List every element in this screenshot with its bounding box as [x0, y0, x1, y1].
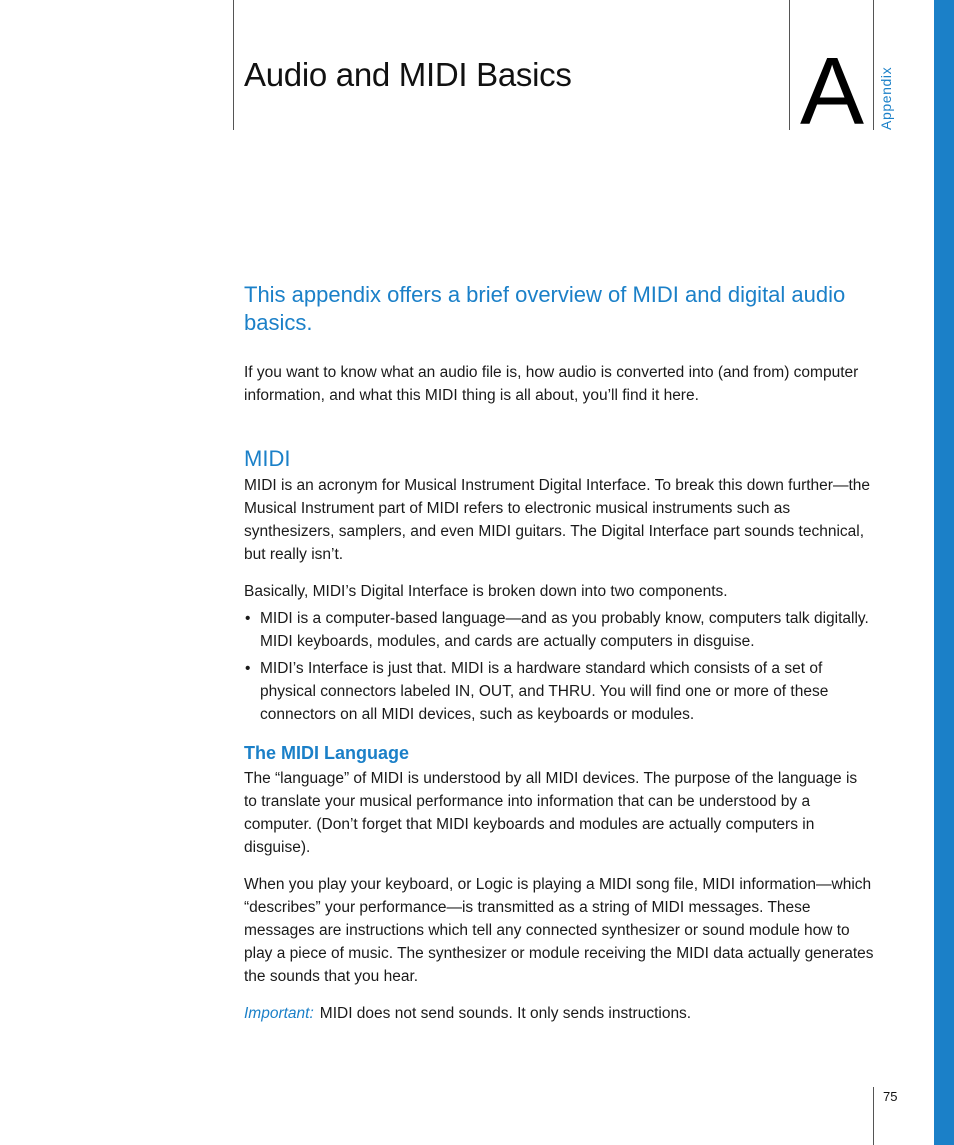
list-item	[244, 657, 874, 726]
appendix-label: Appendix	[878, 66, 894, 130]
language-paragraph-2: When you play your keyboard, or Logic is playing a MIDI song file, MIDI information—which “describes” your performance—is transmitted as a string of MIDI messages. These messages are instructions which tell any connected synthesizer or sound module how to play a piece of music. The synthesizer or module receiving the MIDI data actually generates the sounds that you hear.	[244, 876, 874, 985]
bullet-text: MIDI is a computer-based language—and as you probably know, computers talk digitally. MIDI keyboards, modules, and cards are actually computers in disguise.	[260, 610, 869, 650]
important-paragraph	[244, 1002, 874, 1025]
important-label: Important:	[244, 1005, 314, 1022]
chapter-letter: A	[800, 38, 865, 145]
bullet-dot: •	[245, 610, 251, 627]
bullet-dot: •	[245, 660, 251, 677]
footer-rule	[873, 1087, 874, 1145]
letter-rule-left	[789, 0, 790, 130]
important-note	[244, 1002, 874, 1025]
language-paragraph-1: The “language” of MIDI is understood by all MIDI devices. The purpose of the language is to translate your musical performance into information that can be understood by a computer. (Don’t forget that MIDI keyboards and modules are actually computers in disguise).	[244, 770, 858, 856]
chapter-title: Audio and MIDI Basics	[244, 56, 572, 93]
intro-heading: This appendix offers a brief overview of MIDI and digital audio basics.	[244, 282, 846, 335]
left-rule	[233, 0, 234, 130]
midi-language-heading: The MIDI Language	[244, 743, 410, 763]
midi-paragraph-2: Basically, MIDI’s Digital Interface is broken down into two components.	[244, 583, 728, 600]
list-item	[244, 607, 874, 653]
midi-heading: MIDI	[244, 446, 291, 471]
intro-block	[244, 361, 874, 407]
page-number: 75	[883, 1089, 898, 1104]
midi-bullet-list	[244, 607, 874, 726]
intro-paragraph: If you want to know what an audio file is, how audio is converted into (and from) computer information, and what this MIDI thing is all about, you’ll find it here.	[244, 364, 859, 404]
bullet-text: MIDI’s Interface is just that. MIDI is a hardware standard which consists of a set of physical connectors labeled IN, OUT, and THRU. You will find one or more of these connectors on all MIDI devices, such as keyboards or modules.	[260, 660, 829, 723]
midi-components-block	[244, 580, 874, 730]
letter-rule-right	[873, 0, 874, 130]
midi-paragraph-block	[244, 474, 874, 566]
side-accent-bar	[934, 0, 954, 1145]
language-paragraph-block	[244, 767, 874, 859]
midi-paragraph-1: MIDI is an acronym for Musical Instrument Digital Interface. To break this down further—the Musical Instrument part of MIDI refers to electronic musical instruments such as synthesizers, samplers, and even MIDI guitars. The Digital Interface part sounds technical, but really isn’t.	[244, 477, 870, 563]
important-text: MIDI does not send sounds. It only sends instructions.	[319, 1005, 692, 1022]
language-paragraph-block-2	[244, 873, 874, 988]
